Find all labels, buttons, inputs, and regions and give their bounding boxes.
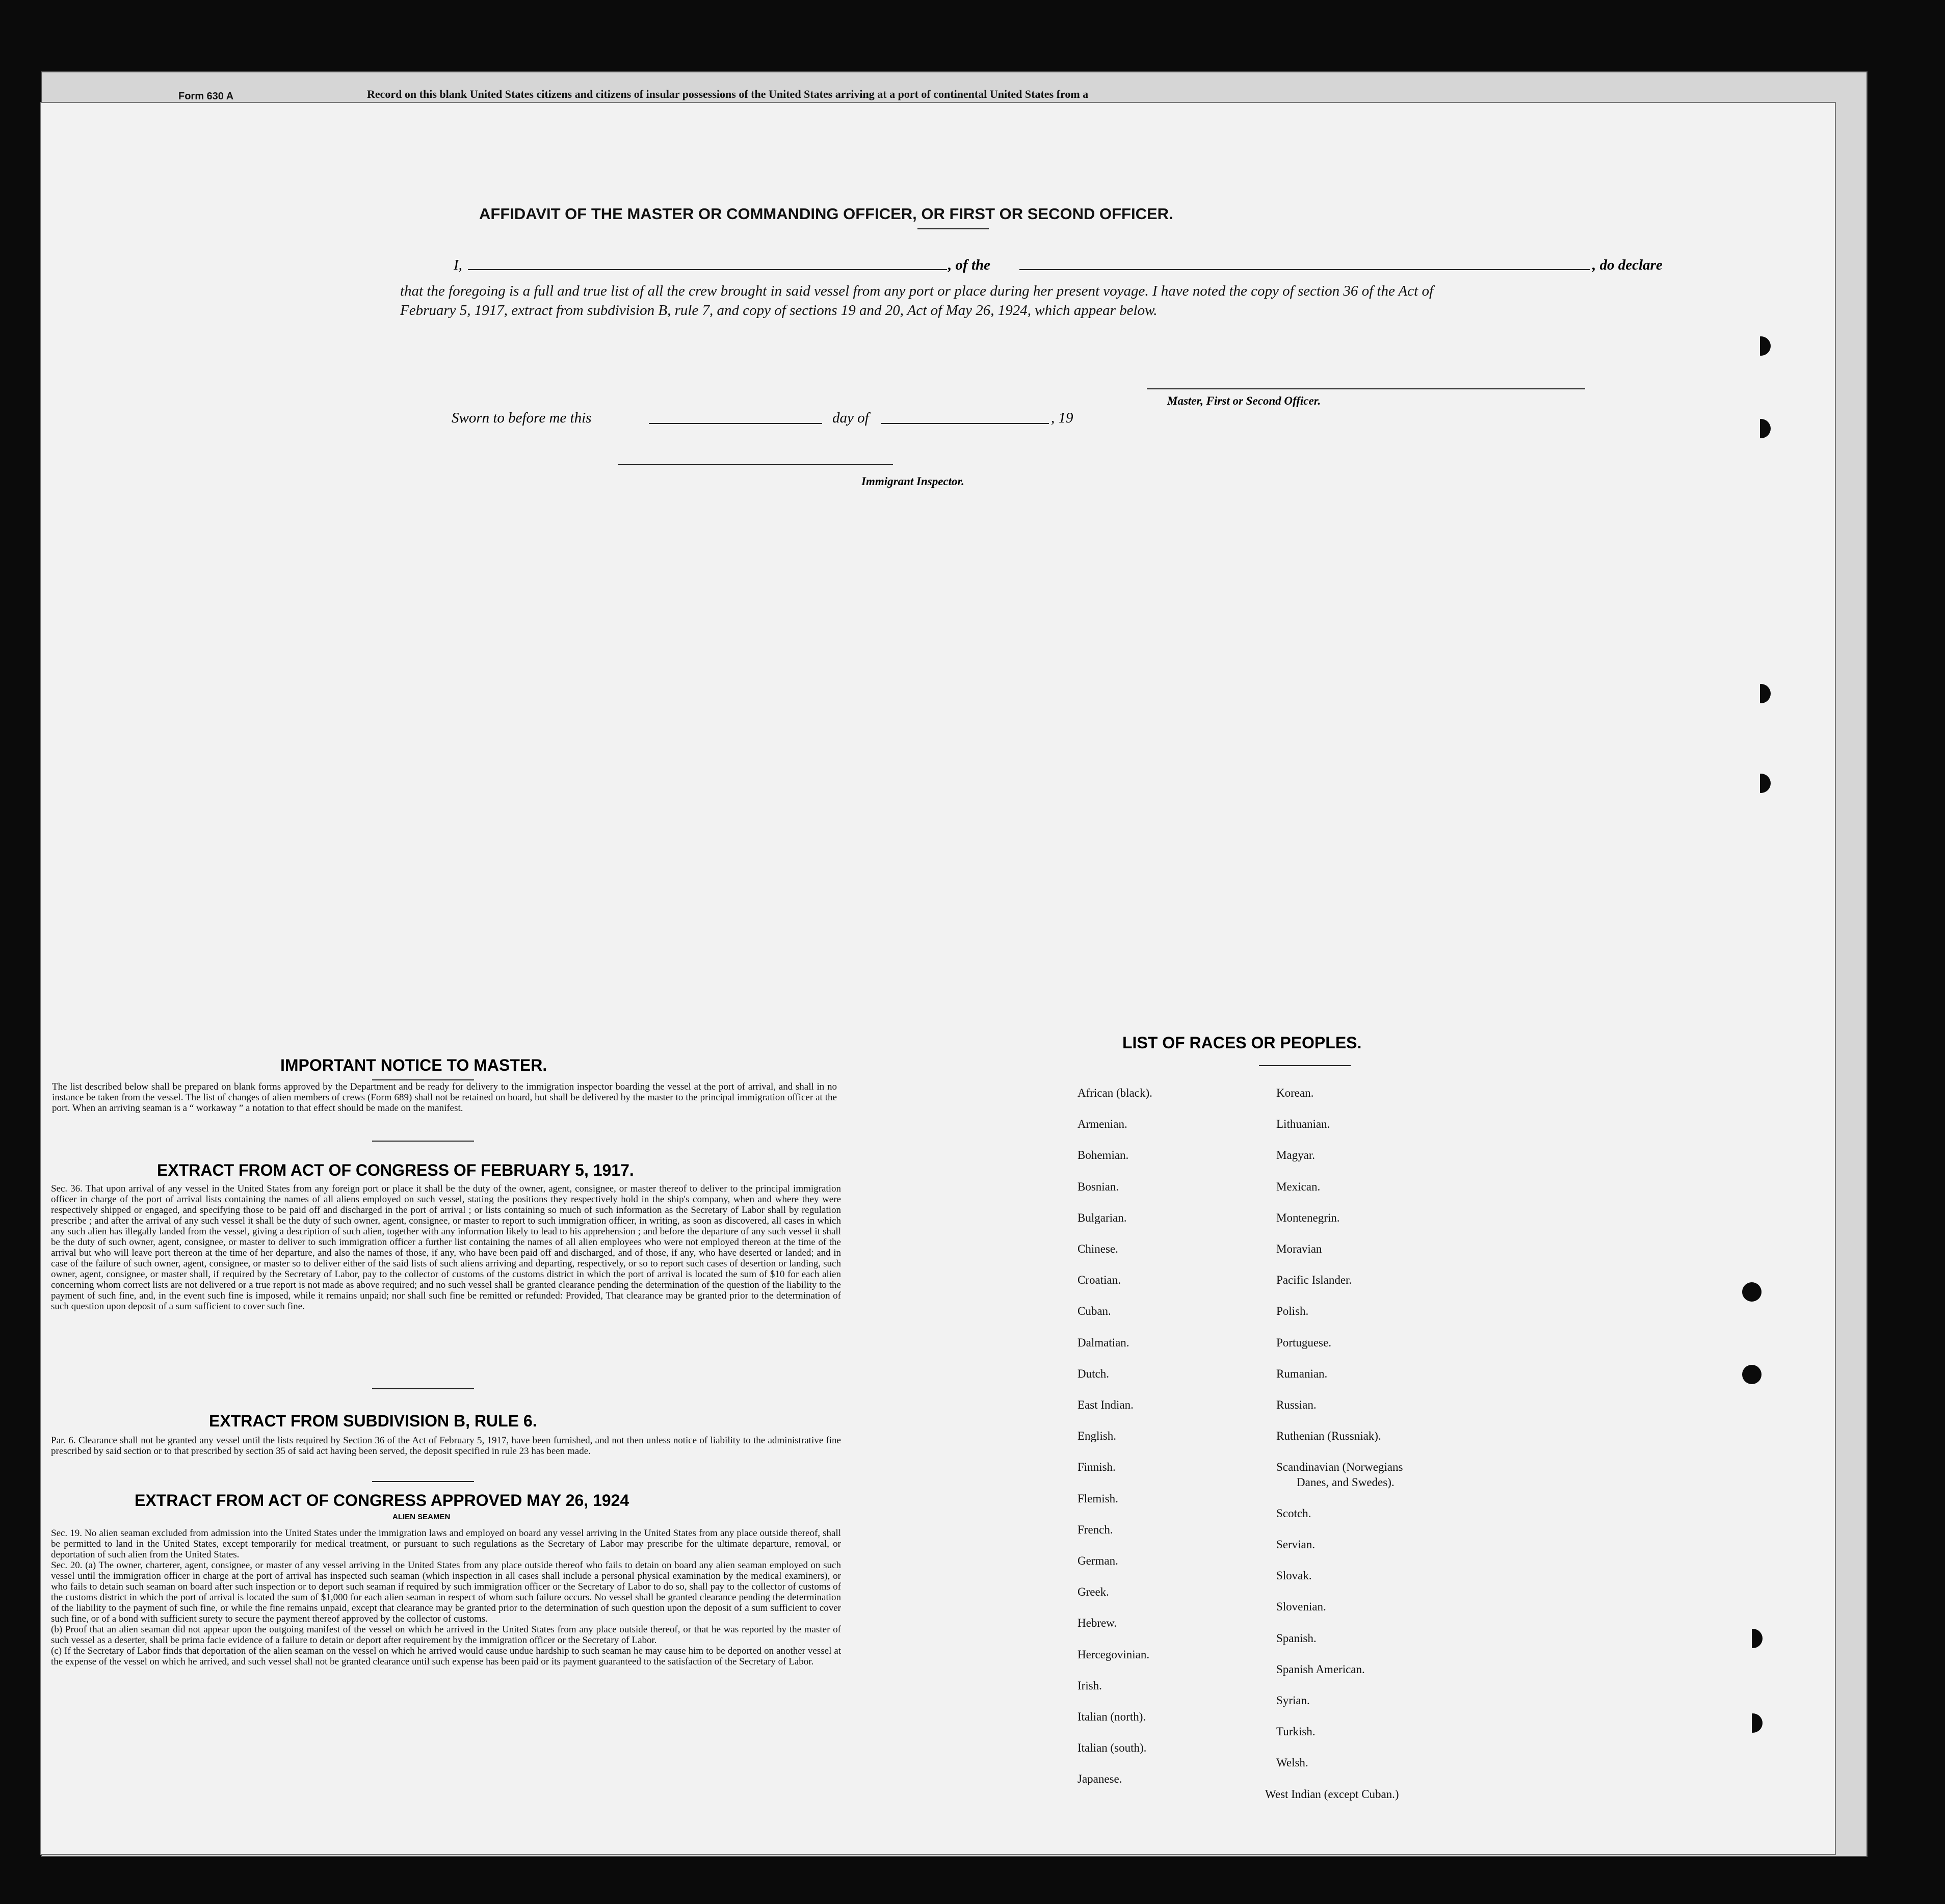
section-20c-text: (c) If the Secretary of Labor finds that deportation of the alien seaman on the vessel on which he arrived would cause undue hardship to such seaman he may cause him to be deported on another vessel at the expense of the vessel on which he arrived, and such vessel shall not be granted clearance until such expense has been paid or its payment guaranteed to the satisfaction of the Secretary of Labor. [51, 1646, 841, 1667]
races-title: LIST OF RACES OR PEOPLES. [1122, 1034, 1362, 1052]
race-item: Greek. [1077, 1585, 1109, 1599]
races-rule [1259, 1065, 1351, 1066]
race-item: Slovak. [1276, 1569, 1312, 1582]
race-item: Syrian. [1276, 1694, 1310, 1707]
notice-rule [372, 1079, 474, 1080]
underlying-header-line-1: Record on this blank United States citizens and citizens of insular possessions of the United States arriving at a port of continental United States from a [367, 88, 1089, 100]
punch-hole [1742, 1282, 1762, 1302]
sworn-label: Sworn to before me this [452, 410, 592, 426]
race-item: Scandinavian (Norwegians [1276, 1461, 1403, 1474]
sworn-month-line[interactable] [881, 423, 1049, 424]
race-item: Danes, and Swedes). [1297, 1475, 1395, 1489]
race-item: Flemish. [1077, 1492, 1118, 1505]
race-item: Armenian. [1077, 1118, 1127, 1131]
affidavit-body: that the foregoing is a full and true list of all the crew brought in said vessel from any port or place during her present voyage. I have noted the copy of section 36 of the Act of February 5, 1917, extract from subdivision B, rule 7, and copy of sections 19 and 20, Act of May 26, 1924, which appear below. [400, 283, 1434, 319]
rule-6-text: Par. 6. Clearance shall not be granted any vessel until the lists required by Section 36 of the Act of February 5, 1917, have been furnished, and not then unless notice of liability to the administrative fine prescribed by said section or to that prescribed by section 35 of said act having been served, the deposit specified in rule 23 has been made. [51, 1435, 841, 1457]
race-item: Turkish. [1276, 1725, 1316, 1738]
inspector-signature-line[interactable] [618, 464, 893, 465]
title-rule [917, 228, 989, 229]
race-item: Spanish. [1276, 1631, 1317, 1645]
master-signature-line[interactable] [1147, 388, 1585, 389]
sworn-day-line[interactable] [649, 423, 822, 424]
punch-hole [1751, 419, 1771, 438]
race-item: Spanish American. [1276, 1662, 1365, 1676]
race-item: Bosnian. [1077, 1180, 1119, 1193]
race-item: Croatian. [1077, 1274, 1121, 1287]
section-20b-text: (b) Proof that an alien seaman did not appear upon the outgoing manifest of the vessel on which he arrived in the United States from any place outside thereof, or that he was reported by the master of such vessel as a deserter, shall be prima facie evidence of a failure to detain or deport after requirement by the immigration officer or the Secretary of Labor. [51, 1624, 841, 1646]
race-item: Portuguese. [1276, 1336, 1331, 1349]
race-item: Japanese. [1077, 1773, 1122, 1786]
notice-text: The list described below shall be prepared on blank forms approved by the Department and be ready for delivery to the immigration inspector boarding the vessel at the port of arrival, and shall in no instance be taken from the vessel. The list of changes of alien members of crews (Form 689) shall not be retained on board, but shall be delivered by the master to the principal immigration officer at the port. When an arriving seaman is a “ workaway ” a notation to that effect should be made on the manifest. [52, 1081, 837, 1114]
extract-1924-body [51, 1528, 841, 1667]
race-item: Dutch. [1077, 1367, 1109, 1380]
punch-hole [1751, 774, 1771, 793]
race-item: Italian (north). [1077, 1710, 1146, 1723]
rule-6-title: EXTRACT FROM SUBDIVISION B, RULE 6. [209, 1412, 537, 1430]
race-item: Mexican. [1276, 1180, 1321, 1193]
section-rule [372, 1141, 474, 1142]
race-item: Ruthenian (Russniak). [1276, 1430, 1381, 1443]
extract-1924-title: EXTRACT FROM ACT OF CONGRESS APPROVED MAY 26, 1924 [135, 1491, 629, 1510]
race-item: East Indian. [1077, 1398, 1134, 1411]
inspector-label: Immigrant Inspector. [861, 475, 964, 488]
affidavit-title: AFFIDAVIT OF THE MASTER OR COMMANDING OFFICER, OR FIRST OR SECOND OFFICER. [479, 205, 1173, 223]
punch-hole [1743, 1629, 1763, 1648]
race-item: Pacific Islander. [1276, 1274, 1352, 1287]
vessel-label: , of the [948, 257, 990, 273]
race-item: Chinese. [1077, 1242, 1118, 1255]
race-item: Finnish. [1077, 1461, 1116, 1474]
section-19-text: Sec. 19. No alien seaman excluded from admission into the United States under the immigration laws and employed on board any vessel arriving in the United States from any place outside thereof, shall be permitted to land in the United States, except temporarily for medical treatment, or pursuant to such regulations as the Secretary of Labor may prescribe for the ultimate departure, removal, or deportation of such alien from the United States. [51, 1528, 841, 1560]
race-item: Scotch. [1276, 1506, 1311, 1520]
race-item: African (black). [1077, 1087, 1152, 1099]
race-item: Magyar. [1276, 1149, 1316, 1162]
notice-title: IMPORTANT NOTICE TO MASTER. [280, 1056, 547, 1074]
section-rule-2 [372, 1388, 474, 1389]
extract-1917-text: Sec. 36. That upon arrival of any vessel in the United States from any foreign port or place it shall be the duty of the owner, agent, consignee, or master thereof to deliver to the principal immigration officer in charge of the port of arrival lists containing the names of all aliens employed on such vessel, stating the positions they respectively hold in the ship's company, when and where they were respectively shipped or engaged, and specifying those to be paid off and discharged in the port of arrival ; or lists containing so much of such information as the Secretary of Labor shall by regulation prescribe ; and after the arrival of any such vessel it shall be the duty of such owner, agent, consignee, or master to report to such immigration officer, in writing, as soon as discovered, all cases in which any such alien has illegally landed from the vessel, giving a description of such alien, together with any information likely to lead to his apprehension ; and before the departure of any such vessel it shall be the duty of such owner, agent, consignee, or master to deliver to such immigration officer a further list containing the names of all alien employees who were not employed thereon at the time of the arrival but who will leave port thereon at the time of her departure, and also the names of those, if any, who have been paid off and discharged, and of those, if any, who have deserted or landed; and in case of the failure of such owner, agent, consignee, or master so to deliver either of the said lists of such aliens arriving and departing, respectively, or so to report such cases of desertion or landing, such owner, agent, consignee, or master shall, if required by the Secretary of Labor, pay to the collector of customs of the customs district in which the port of arrival is located the sum of $10 for each alien concerning whom correct lists are not delivered or a true report is not made as above required; and no such vessel shall be granted clearance pending the determination of the question of the liability to the payment of such fine, and, in the event such fine is imposed, while it remains unpaid; nor shall such fine be remitted or refunded: Provided, That clearance may be granted prior to the determination of such question upon deposit of a sum sufficient to cover such fine. [51, 1183, 841, 1312]
race-item: Rumanian. [1276, 1367, 1328, 1380]
race-item: Slovenian. [1276, 1600, 1326, 1614]
day-of-label: day of [832, 410, 869, 426]
section-rule-3 [372, 1481, 474, 1482]
affidavit-page [40, 102, 1836, 1855]
declarant-label: I, [454, 257, 462, 273]
race-item: Montenegrin. [1276, 1211, 1340, 1224]
race-item: Korean. [1276, 1087, 1314, 1099]
punch-hole [1743, 1713, 1763, 1733]
race-item: English. [1077, 1430, 1117, 1443]
race-item: Lithuanian. [1276, 1118, 1330, 1131]
race-item: German. [1077, 1554, 1118, 1567]
race-item: Dalmatian. [1077, 1336, 1129, 1349]
race-item: Cuban. [1077, 1305, 1111, 1318]
race-item: Hebrew. [1077, 1617, 1117, 1630]
master-signature-label: Master, First or Second Officer. [1167, 394, 1321, 407]
race-item: Welsh. [1276, 1756, 1308, 1769]
year-label: , 19 [1051, 410, 1073, 426]
form-label: Form 630 A [178, 91, 234, 102]
vessel-name-line[interactable] [1019, 269, 1590, 270]
race-item: French. [1077, 1523, 1113, 1536]
declare-label: , do declare [1592, 257, 1663, 273]
race-item: Polish. [1276, 1305, 1309, 1318]
race-item: Irish. [1077, 1679, 1102, 1692]
section-20a-text: Sec. 20. (a) The owner, charterer, agent, consignee, or master of any vessel arriving in the United States from any place outside thereof who fails to detain on board any alien seaman employed on such vessel until the immigration officer in charge at the port of arrival has inspected such seaman (which inspection in all cases shall include a personal physical examination by the medical examiners), or who fails to detain such seaman on board after such inspection or to deport such seaman if required by such immigration officer or the Secretary of Labor to do so, shall pay to the collector of customs of the customs district in which the port of arrival is located the sum of $1,000 for each alien seaman in respect of whom such failure occurs. No vessel shall be granted clearance pending the determination of the liability to the payment of such fine, or while the fine remains unpaid, except that clearance may be granted prior to the determination of such question upon the deposit of a sum sufficient to cover such fine, or of a bond with sufficient surety to secure the payment thereof approved by the collector of customs. [51, 1560, 841, 1624]
punch-hole [1751, 336, 1771, 356]
declarant-name-line[interactable] [468, 269, 947, 270]
race-item: Bohemian. [1077, 1149, 1129, 1162]
race-item: West Indian (except Cuban.) [1265, 1787, 1399, 1801]
punch-hole [1742, 1365, 1762, 1384]
alien-seamen-subtitle: ALIEN SEAMEN [392, 1513, 451, 1521]
extract-1917-title: EXTRACT FROM ACT OF CONGRESS OF FEBRUARY 5, 1917. [157, 1161, 634, 1179]
punch-hole [1751, 684, 1771, 703]
race-item: Servian. [1276, 1538, 1316, 1551]
race-item: Moravian [1276, 1242, 1322, 1255]
race-item: Italian (south). [1077, 1741, 1147, 1755]
race-item: Russian. [1276, 1398, 1317, 1411]
race-item: Hercegovinian. [1077, 1648, 1150, 1661]
race-item: Bulgarian. [1077, 1211, 1127, 1224]
